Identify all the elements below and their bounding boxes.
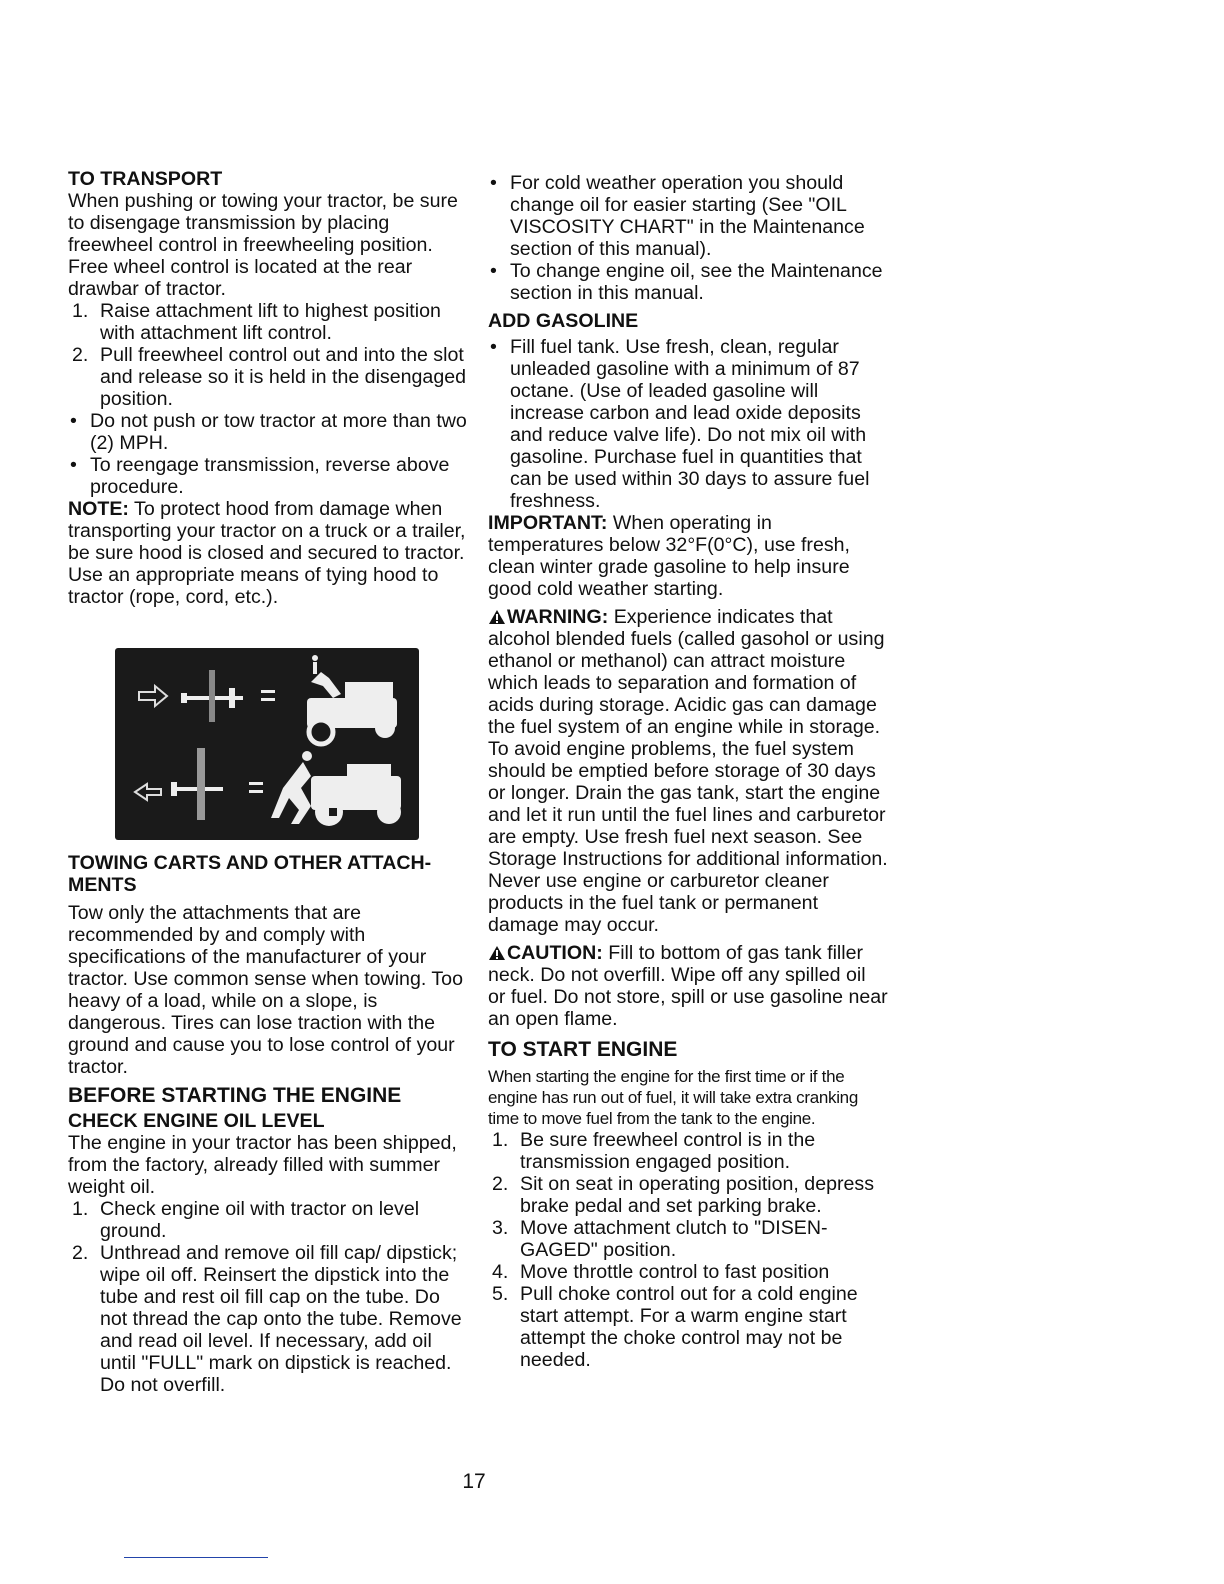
caution-text: Fill to bottom of gas tank filler neck. Do not overfill. Wipe off any spilled oil or fuel. Do not store, spill or use gasoline near an open flame.: [488, 942, 888, 1030]
check-oil-subheading: CHECK ENGINE OIL LEVEL: [68, 1110, 325, 1132]
bullet-text: Do not push or tow tractor at more than two (2) MPH.: [90, 410, 467, 454]
step-text: Sit on seat in operating position, depress brake pedal and set parking brake.: [520, 1173, 874, 1217]
step-text: Move attachment clutch to "DISEN- GAGED" position.: [520, 1217, 828, 1261]
transport-step-1: [68, 300, 468, 344]
important-note: [488, 512, 888, 600]
step-text: Unthread and remove oil fill cap/ dipstick; wipe oil off. Reinsert the dipstick into the tube and rest oil fill cap on the tube. Do not thread the cap onto the tube. Remove and read oil level. If necessary, add oil until "FULL" mark on dipstick is reached. Do not overfill.: [100, 1242, 462, 1396]
step-text: Raise attachment lift to highest position with attachment lift control.: [100, 300, 441, 344]
arrow-right-icon: [139, 686, 167, 706]
equals-sign: [261, 690, 275, 701]
start-step-2: [488, 1173, 888, 1217]
bullet-text: To change engine oil, see the Maintenance section in this manual.: [510, 260, 883, 304]
step-number: 2.: [492, 1173, 509, 1195]
before-start-heading: BEFORE STARTING THE ENGINE: [68, 1084, 402, 1107]
start-step-1: [488, 1129, 888, 1173]
oil-step-1: [68, 1198, 468, 1242]
page-number: 17: [462, 1470, 486, 1493]
step-text: Pull freewheel control out and into the slot and release so it is held in the disengaged position.: [100, 344, 467, 410]
caution-note: [488, 942, 888, 1030]
start-step-3: [488, 1217, 888, 1261]
left-column-lower: [68, 852, 468, 1396]
transport-step-2: [68, 344, 468, 410]
bullet-text: For cold weather operation you should change oil for easier starting (See "OIL VISCOSITY CHART" in the Maintenance section of this manual).: [510, 172, 865, 260]
important-text: When operating in temperatures below 32°F(0°C), use fresh, clean winter grade gasoline to help insure good cold weather starting.: [488, 512, 850, 600]
start-step-5: [488, 1283, 888, 1371]
transport-bullet-1: [68, 410, 468, 454]
step-number: 4.: [492, 1261, 509, 1283]
arrow-left-icon: [135, 784, 161, 800]
bullet-icon: •: [490, 172, 497, 194]
before-start-text: The engine in your tractor has been shipped, from the factory, already filled with summer weight oil.: [68, 1132, 457, 1198]
bullet-icon: •: [490, 336, 497, 358]
tractor-rider-icon: [307, 655, 397, 744]
left-column: [68, 168, 468, 608]
towing-heading: [68, 852, 468, 896]
tractor-pushing-icon: [271, 751, 401, 826]
important-label: IMPORTANT:: [488, 512, 608, 534]
footer-rule: [124, 1557, 268, 1558]
step-number: 3.: [492, 1217, 509, 1239]
freewheel-control-illustration: [115, 648, 419, 840]
warning-text: Experience indicates that alcohol blended fuels (called gasohol or using ethanol or methanol) can attract moisture which leads to separation and formation of acids during storage. Acidic gas can damage the fuel system of an engine while in storage. To avoid engine problems, the fuel system should be emptied before storage of 30 days or longer. Drain the gas tank, start the engine and let it run until the fuel lines and carburetor are empty. Use fresh fuel next season. See Storage Instructions for additional information. Never use engine or carburetor cleaner products in the fuel tank or permanent damage may occur.: [488, 606, 888, 936]
oil-bullet-2: [488, 260, 888, 304]
freewheel-diagram: [115, 648, 419, 840]
warning-note: [488, 606, 888, 936]
bullet-icon: •: [70, 454, 77, 476]
warning-triangle-icon: [488, 609, 506, 625]
bullet-text: To reengage transmission, reverse above procedure.: [90, 454, 450, 498]
step-number: 5.: [492, 1283, 509, 1305]
freewheel-engaged-icon: [171, 748, 223, 820]
equals-sign: [249, 782, 263, 793]
step-number: 1.: [492, 1129, 509, 1151]
note-label: NOTE:: [68, 498, 129, 520]
bullet-icon: •: [490, 260, 497, 282]
step-number: 2.: [72, 1242, 89, 1264]
transport-intro: When pushing or towing your tractor, be sure to disengage transmission by placing freewheel control in freewheeling position. Free wheel control is located at the rear drawbar of tractor.: [68, 190, 458, 300]
step-number: 1.: [72, 1198, 89, 1220]
towing-heading-line2: MENTS: [68, 874, 137, 896]
start-engine-intro: When starting the engine for the first time or if the engine has run out of fuel, it will take extra cranking time to move fuel from the tank to the engine.: [488, 1067, 858, 1128]
freewheel-disengaged-icon: [181, 670, 243, 722]
step-text: Check engine oil with tractor on level ground.: [100, 1198, 420, 1242]
transport-bullet-2: [68, 454, 468, 498]
step-text: Move throttle control to fast position: [520, 1261, 830, 1283]
step-text: Pull choke control out for a cold engine start attempt. For a warm engine start attempt the choke control may not be needed.: [520, 1283, 858, 1371]
gasoline-bullet: [488, 336, 888, 512]
towing-text: Tow only the attachments that are recommended by and comply with specifications of the manufacturer of your tractor. Use common sense when towing. Too heavy of a load, while on a slope, is dangerous. Tires can lose traction with the ground and cause you to lose control of your tractor.: [68, 902, 463, 1078]
step-number: 1.: [72, 300, 89, 322]
bullet-icon: •: [70, 410, 77, 432]
caution-label: CAUTION:: [507, 942, 603, 964]
start-engine-heading: TO START ENGINE: [488, 1038, 678, 1061]
bullet-text: Fill fuel tank. Use fresh, clean, regular unleaded gasoline with a minimum of 87 octane. (Use of leaded gasoline will increase carbon and lead oxide deposits and reduce valve life). Do not mix oil with gasoline. Purchase fuel in quantities that can be used within 30 days to assure fuel freshness.: [510, 336, 870, 512]
transport-note: [68, 498, 468, 608]
add-gasoline-heading: ADD GASOLINE: [488, 310, 639, 332]
warning-label: WARNING:: [507, 606, 609, 628]
step-number: 2.: [72, 344, 89, 366]
caution-triangle-icon: [488, 945, 506, 961]
step-text: Be sure freewheel control is in the transmission engaged position.: [520, 1129, 816, 1173]
start-step-4: [488, 1261, 888, 1283]
right-column: [488, 172, 888, 1371]
transport-heading: TO TRANSPORT: [68, 168, 223, 190]
oil-step-2: [68, 1242, 468, 1396]
oil-bullet-1: [488, 172, 888, 260]
note-text: To protect hood from damage when transporting your tractor on a truck or a trailer, be sure hood is closed and secured to tractor. Use an appropriate means of tying hood to tractor (rope, cord, etc.).: [68, 498, 466, 608]
towing-heading-line1: TOWING CARTS AND OTHER ATTACH-: [68, 852, 432, 874]
